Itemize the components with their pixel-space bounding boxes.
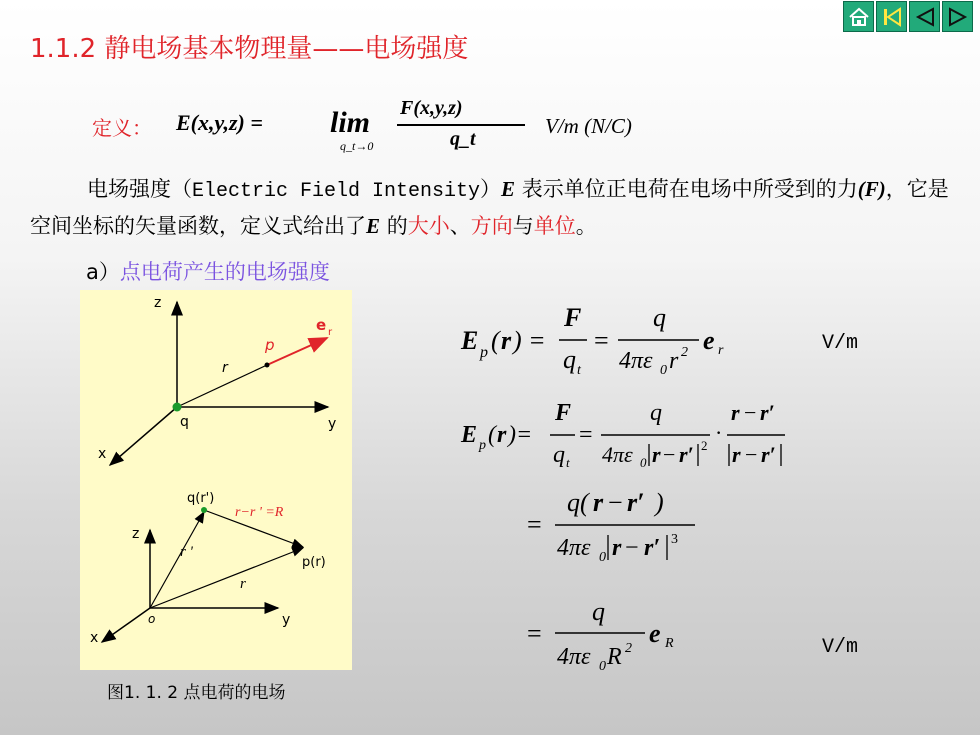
svg-text:4πε: 4πε [557,535,591,561]
section-heading [86,256,330,286]
svg-text:2: 2 [681,345,688,360]
svg-text:−: − [608,488,623,517]
figure-caption: 图1. 1. 2 点电荷的电场 [107,683,286,703]
svg-text:t: t [577,363,581,378]
svg-text:) =: ) = [513,326,546,355]
para-unit: 单位 [533,214,576,238]
para-text-1: 电场强度（ [87,177,192,201]
svg-text:−: − [744,400,757,425]
svg-text:q(: q( [567,488,589,517]
svg-text:0: 0 [599,550,606,565]
equation-3 [527,488,695,565]
top-r-label: r [222,360,228,376]
para-text-3: 表示单位正电荷在电场中所受到的力 [515,177,858,201]
bottom-rprime-label: r ' [180,544,193,560]
svg-text:=: = [527,510,542,539]
previous-page-button[interactable] [909,1,940,32]
top-field-point [265,363,270,368]
top-er-label: e [316,316,327,334]
definition-lim: lim [330,106,371,139]
svg-text:−: − [625,535,639,561]
para-size: 大小 [407,214,450,238]
bottom-origin-label: o [148,612,156,626]
para-text-5: 的 [380,214,408,238]
svg-text:F: F [555,400,572,426]
top-er-sub: r [328,327,333,338]
definition-lhs: E(x,y,z) = [176,110,263,135]
para-E-1: E [501,177,516,201]
svg-text:2: 2 [701,438,708,453]
home-icon [848,7,870,27]
home-button[interactable] [843,1,874,32]
svg-text:p: p [479,438,486,453]
definition-numerator: F(x,y,z) [400,97,463,119]
top-q-label: q [180,414,189,430]
svg-text:r: r [501,326,512,355]
para-text-4: ，它是空间坐标的矢量函数，定义式给出了 [30,177,949,238]
bottom-source-point [201,507,207,513]
para-english: Electric Field Intensity [192,180,481,203]
figure-panel [80,290,352,670]
bottom-r-label: r [240,576,246,592]
top-charge-point [173,403,182,412]
section-prefix: a） [86,260,120,284]
para-with: 与 [512,214,534,238]
slide-navigation [843,1,975,33]
top-x-label: x [98,446,107,462]
top-z-label: z [154,295,162,311]
svg-text:−: − [663,442,676,467]
svg-text:r: r [652,442,661,467]
top-er-vector [267,338,327,365]
svg-text:0: 0 [640,455,647,470]
svg-text:r: r [731,400,740,425]
svg-text:p: p [480,344,488,361]
svg-text:·: · [715,420,723,445]
svg-text:q: q [592,597,605,626]
svg-text:(: ( [488,422,496,448]
para-E-2: E [366,214,381,238]
top-x-axis [110,407,177,465]
equation-2 [460,400,785,470]
para-direction: 方向 [470,214,513,238]
svg-text:R: R [607,644,622,670]
para-text-2: ） [480,177,502,201]
svg-text:r: r [497,422,507,448]
bottom-x-label: x [90,630,99,646]
svg-text:E: E [461,326,479,355]
svg-text:r: r [593,488,604,517]
point-charge-figure [80,290,352,670]
svg-text:r′: r′ [679,442,694,467]
svg-text:3: 3 [671,532,678,547]
section-text: 点电荷产生的电场强度 [119,260,330,284]
bottom-qr-label: q(r') [187,491,215,506]
svg-text:R: R [665,636,674,651]
svg-text:t: t [566,455,570,470]
svg-text:r: r [718,343,724,358]
definition-label: 定义： [92,116,152,140]
svg-text:4πε: 4πε [557,644,591,670]
svg-text:e: e [703,326,715,355]
definition-fraction-bar [397,124,525,126]
page-title: 1.1.2 静电场基本物理量——电场强度 [30,34,469,64]
svg-text:r′: r′ [761,442,776,467]
svg-text:r′: r′ [644,535,661,561]
bottom-pr-label: p(r) [302,555,326,570]
first-page-icon [881,6,903,28]
equation-1 [460,303,724,378]
svg-text:q: q [650,400,662,426]
svg-text:4πε: 4πε [602,442,633,467]
svg-text:=: = [594,326,609,355]
para-F: (F) [857,177,886,201]
equation-4-unit: V/m [822,636,859,659]
previous-page-icon [914,6,936,28]
equation-block [455,290,895,680]
bottom-rprime-vector [150,512,204,608]
next-page-icon [947,6,969,28]
svg-text:0: 0 [599,659,606,674]
description-paragraph [30,172,950,244]
first-page-button[interactable] [876,1,907,32]
top-p-label: p [265,336,275,354]
svg-text:E: E [461,422,478,448]
para-sep: 、 [449,214,471,238]
definition-lim-sub: q_t→0 [340,139,374,153]
definition-denominator: q_t [450,128,476,150]
svg-text:(: ( [491,326,500,355]
bottom-y-label: y [282,612,291,628]
svg-text:r: r [732,442,741,467]
svg-text:r′: r′ [627,488,645,517]
svg-text:e: e [649,619,661,648]
svg-text:)=: )= [508,422,533,448]
top-y-label: y [328,416,337,432]
equation-1-unit: V/m [822,332,859,355]
definition-unit: V/m (N/C) [545,114,632,138]
svg-text:r: r [669,348,679,374]
next-page-button[interactable] [942,1,973,32]
svg-text:0: 0 [660,363,667,378]
equation-4 [527,597,674,674]
svg-text:−: − [745,442,758,467]
svg-text:q: q [653,303,666,332]
para-end: 。 [575,214,597,238]
svg-text:4πε: 4πε [619,348,653,374]
bottom-z-label: z [132,526,140,542]
svg-text:r′: r′ [760,400,775,425]
svg-text:=: = [579,422,593,448]
svg-text:r: r [612,535,622,561]
svg-text:F: F [564,303,582,332]
svg-text:2: 2 [625,641,632,656]
svg-text:=: = [527,619,542,648]
svg-text:q: q [553,442,565,468]
svg-text:): ) [655,488,664,517]
svg-text:q: q [563,345,576,374]
bottom-R-label: r−r ' =R [235,505,284,520]
bottom-x-axis [102,608,150,642]
bottom-r-vector [150,548,303,608]
